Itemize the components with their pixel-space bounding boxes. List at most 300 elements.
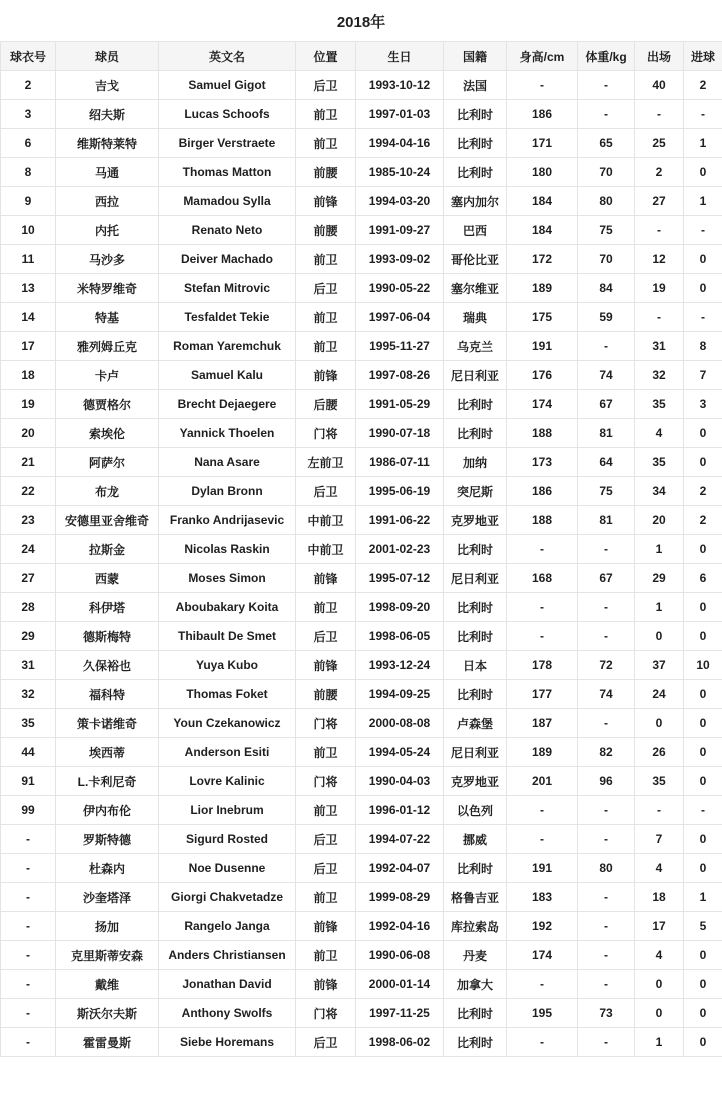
cell-goals: 1 <box>684 129 722 158</box>
cell-player-name-cn: 维斯特莱特 <box>56 129 159 158</box>
cell-birthdate: 1994-03-20 <box>356 187 444 216</box>
table-row <box>1 651 722 680</box>
cell-weight-kg: 84 <box>578 274 635 303</box>
cell-jersey-number: 13 <box>1 274 56 303</box>
cell-position: 左前卫 <box>296 448 356 477</box>
cell-goals: 6 <box>684 564 722 593</box>
cell-goals: 0 <box>684 593 722 622</box>
cell-appearances: 35 <box>635 390 684 419</box>
cell-birthdate: 1991-06-22 <box>356 506 444 535</box>
cell-goals: 1 <box>684 187 722 216</box>
cell-height-cm: 187 <box>507 709 578 738</box>
cell-goals: 10 <box>684 651 722 680</box>
cell-nationality: 哥伦比亚 <box>444 245 507 274</box>
cell-player-name-en: Noe Dusenne <box>159 854 296 883</box>
cell-jersey-number: 6 <box>1 129 56 158</box>
cell-height-cm: 188 <box>507 419 578 448</box>
table-row <box>1 767 722 796</box>
cell-position: 前锋 <box>296 912 356 941</box>
cell-height-cm: - <box>507 796 578 825</box>
cell-weight-kg: 96 <box>578 767 635 796</box>
cell-nationality: 巴西 <box>444 216 507 245</box>
cell-player-name-cn: 吉戈 <box>56 71 159 100</box>
cell-player-name-en: Thomas Matton <box>159 158 296 187</box>
cell-player-name-cn: 阿萨尔 <box>56 448 159 477</box>
cell-appearances: - <box>635 303 684 332</box>
cell-birthdate: 1998-06-02 <box>356 1028 444 1057</box>
cell-position: 后卫 <box>296 71 356 100</box>
column-header-position: 位置 <box>296 42 356 71</box>
cell-nationality: 加拿大 <box>444 970 507 999</box>
cell-birthdate: 1990-04-03 <box>356 767 444 796</box>
cell-player-name-cn: 斯沃尔夫斯 <box>56 999 159 1028</box>
cell-jersey-number: 10 <box>1 216 56 245</box>
cell-position: 门将 <box>296 709 356 738</box>
cell-player-name-en: Anthony Swolfs <box>159 999 296 1028</box>
table-row <box>1 158 722 187</box>
table-row <box>1 796 722 825</box>
cell-jersey-number: - <box>1 912 56 941</box>
cell-appearances: 37 <box>635 651 684 680</box>
cell-weight-kg: 73 <box>578 999 635 1028</box>
cell-player-name-en: Aboubakary Koita <box>159 593 296 622</box>
cell-position: 前锋 <box>296 187 356 216</box>
player-roster-table <box>0 41 722 1057</box>
table-row <box>1 970 722 999</box>
cell-player-name-en: Dylan Bronn <box>159 477 296 506</box>
cell-nationality: 挪威 <box>444 825 507 854</box>
cell-goals: - <box>684 216 722 245</box>
cell-nationality: 库拉索岛 <box>444 912 507 941</box>
cell-position: 后卫 <box>296 274 356 303</box>
table-row <box>1 506 722 535</box>
column-header-nationality: 国籍 <box>444 42 507 71</box>
cell-position: 前锋 <box>296 564 356 593</box>
cell-birthdate: 1998-09-20 <box>356 593 444 622</box>
table-row <box>1 477 722 506</box>
cell-appearances: 40 <box>635 71 684 100</box>
cell-birthdate: 1995-11-27 <box>356 332 444 361</box>
cell-position: 前卫 <box>296 796 356 825</box>
cell-jersey-number: 19 <box>1 390 56 419</box>
cell-height-cm: 171 <box>507 129 578 158</box>
cell-height-cm: 180 <box>507 158 578 187</box>
cell-player-name-cn: 罗斯特德 <box>56 825 159 854</box>
cell-birthdate: 2000-01-14 <box>356 970 444 999</box>
cell-player-name-cn: 埃西蒂 <box>56 738 159 767</box>
cell-weight-kg: - <box>578 535 635 564</box>
cell-player-name-cn: 策卡诺维奇 <box>56 709 159 738</box>
cell-position: 前锋 <box>296 651 356 680</box>
cell-player-name-cn: 西拉 <box>56 187 159 216</box>
cell-birthdate: 1997-11-25 <box>356 999 444 1028</box>
cell-height-cm: 188 <box>507 506 578 535</box>
cell-position: 后卫 <box>296 1028 356 1057</box>
cell-appearances: 32 <box>635 361 684 390</box>
cell-player-name-cn: 绍夫斯 <box>56 100 159 129</box>
cell-position: 前卫 <box>296 332 356 361</box>
cell-birthdate: 2001-02-23 <box>356 535 444 564</box>
cell-appearances: - <box>635 216 684 245</box>
cell-height-cm: 186 <box>507 100 578 129</box>
column-header-height-cm: 身高/cm <box>507 42 578 71</box>
cell-appearances: 7 <box>635 825 684 854</box>
cell-height-cm: 174 <box>507 941 578 970</box>
cell-appearances: 24 <box>635 680 684 709</box>
cell-weight-kg: - <box>578 709 635 738</box>
cell-height-cm: - <box>507 593 578 622</box>
cell-weight-kg: 67 <box>578 564 635 593</box>
cell-weight-kg: 75 <box>578 477 635 506</box>
cell-appearances: 4 <box>635 854 684 883</box>
cell-position: 前腰 <box>296 680 356 709</box>
cell-nationality: 比利时 <box>444 854 507 883</box>
cell-nationality: 加纳 <box>444 448 507 477</box>
cell-nationality: 尼日利亚 <box>444 564 507 593</box>
cell-player-name-en: Renato Neto <box>159 216 296 245</box>
cell-birthdate: 1998-06-05 <box>356 622 444 651</box>
cell-birthdate: 1999-08-29 <box>356 883 444 912</box>
cell-appearances: 31 <box>635 332 684 361</box>
cell-nationality: 比利时 <box>444 390 507 419</box>
cell-weight-kg: - <box>578 825 635 854</box>
cell-goals: 1 <box>684 883 722 912</box>
table-row <box>1 129 722 158</box>
cell-position: 前卫 <box>296 245 356 274</box>
cell-weight-kg: 59 <box>578 303 635 332</box>
cell-birthdate: 1997-01-03 <box>356 100 444 129</box>
column-header-appearances: 出场 <box>635 42 684 71</box>
cell-jersey-number: 28 <box>1 593 56 622</box>
cell-goals: 2 <box>684 506 722 535</box>
cell-height-cm: - <box>507 825 578 854</box>
cell-jersey-number: 9 <box>1 187 56 216</box>
cell-position: 中前卫 <box>296 506 356 535</box>
cell-player-name-en: Franko Andrijasevic <box>159 506 296 535</box>
cell-appearances: 25 <box>635 129 684 158</box>
cell-nationality: 乌克兰 <box>444 332 507 361</box>
cell-appearances: - <box>635 100 684 129</box>
cell-jersey-number: 99 <box>1 796 56 825</box>
cell-player-name-cn: 扬加 <box>56 912 159 941</box>
cell-jersey-number: 91 <box>1 767 56 796</box>
cell-nationality: 突尼斯 <box>444 477 507 506</box>
cell-birthdate: 1994-04-16 <box>356 129 444 158</box>
cell-player-name-cn: 马沙多 <box>56 245 159 274</box>
cell-height-cm: - <box>507 71 578 100</box>
cell-player-name-cn: 戴维 <box>56 970 159 999</box>
cell-weight-kg: 80 <box>578 854 635 883</box>
cell-position: 门将 <box>296 767 356 796</box>
cell-appearances: 1 <box>635 535 684 564</box>
cell-weight-kg: - <box>578 100 635 129</box>
cell-birthdate: 1994-07-22 <box>356 825 444 854</box>
table-row <box>1 187 722 216</box>
cell-nationality: 克罗地亚 <box>444 767 507 796</box>
cell-position: 前腰 <box>296 158 356 187</box>
cell-nationality: 塞内加尔 <box>444 187 507 216</box>
cell-weight-kg: - <box>578 1028 635 1057</box>
cell-appearances: 12 <box>635 245 684 274</box>
cell-player-name-en: Sigurd Rosted <box>159 825 296 854</box>
cell-weight-kg: 80 <box>578 187 635 216</box>
cell-player-name-en: Lucas Schoofs <box>159 100 296 129</box>
cell-nationality: 尼日利亚 <box>444 361 507 390</box>
cell-height-cm: 201 <box>507 767 578 796</box>
cell-player-name-cn: 杜森内 <box>56 854 159 883</box>
cell-nationality: 卢森堡 <box>444 709 507 738</box>
cell-player-name-cn: 科伊塔 <box>56 593 159 622</box>
cell-nationality: 格鲁吉亚 <box>444 883 507 912</box>
cell-nationality: 比利时 <box>444 158 507 187</box>
cell-jersey-number: 35 <box>1 709 56 738</box>
cell-nationality: 法国 <box>444 71 507 100</box>
cell-goals: 0 <box>684 158 722 187</box>
page-title: 2018年 <box>0 14 722 32</box>
cell-jersey-number: 18 <box>1 361 56 390</box>
cell-height-cm: 174 <box>507 390 578 419</box>
cell-player-name-en: Thomas Foket <box>159 680 296 709</box>
cell-position: 后卫 <box>296 825 356 854</box>
cell-goals: 0 <box>684 535 722 564</box>
table-row <box>1 738 722 767</box>
cell-jersey-number: 14 <box>1 303 56 332</box>
cell-height-cm: 189 <box>507 738 578 767</box>
cell-player-name-cn: 德斯梅特 <box>56 622 159 651</box>
cell-player-name-en: Anderson Esiti <box>159 738 296 767</box>
cell-player-name-cn: L.卡利尼奇 <box>56 767 159 796</box>
cell-weight-kg: 82 <box>578 738 635 767</box>
cell-birthdate: 1985-10-24 <box>356 158 444 187</box>
cell-appearances: 29 <box>635 564 684 593</box>
cell-player-name-cn: 马通 <box>56 158 159 187</box>
cell-player-name-en: Moses Simon <box>159 564 296 593</box>
table-row <box>1 303 722 332</box>
cell-weight-kg: 75 <box>578 216 635 245</box>
cell-player-name-cn: 久保裕也 <box>56 651 159 680</box>
cell-weight-kg: - <box>578 941 635 970</box>
cell-player-name-cn: 索埃伦 <box>56 419 159 448</box>
cell-weight-kg: 67 <box>578 390 635 419</box>
table-row <box>1 564 722 593</box>
cell-player-name-en: Mamadou Sylla <box>159 187 296 216</box>
cell-nationality: 日本 <box>444 651 507 680</box>
cell-position: 门将 <box>296 999 356 1028</box>
cell-jersey-number: 31 <box>1 651 56 680</box>
cell-goals: 0 <box>684 941 722 970</box>
cell-birthdate: 1990-07-18 <box>356 419 444 448</box>
cell-appearances: 35 <box>635 448 684 477</box>
cell-appearances: 19 <box>635 274 684 303</box>
column-header-goals: 进球 <box>684 42 722 71</box>
cell-player-name-en: Giorgi Chakvetadze <box>159 883 296 912</box>
cell-jersey-number: - <box>1 999 56 1028</box>
cell-height-cm: 177 <box>507 680 578 709</box>
cell-height-cm: 184 <box>507 216 578 245</box>
table-row <box>1 883 722 912</box>
cell-weight-kg: 74 <box>578 680 635 709</box>
table-row <box>1 825 722 854</box>
cell-jersey-number: - <box>1 854 56 883</box>
cell-goals: - <box>684 303 722 332</box>
cell-player-name-en: Anders Christiansen <box>159 941 296 970</box>
cell-player-name-cn: 卡卢 <box>56 361 159 390</box>
cell-nationality: 丹麦 <box>444 941 507 970</box>
cell-position: 后卫 <box>296 854 356 883</box>
cell-player-name-en: Youn Czekanowicz <box>159 709 296 738</box>
cell-position: 前卫 <box>296 100 356 129</box>
cell-weight-kg: 70 <box>578 245 635 274</box>
cell-nationality: 比利时 <box>444 129 507 158</box>
cell-jersey-number: 27 <box>1 564 56 593</box>
cell-player-name-cn: 福科特 <box>56 680 159 709</box>
table-row <box>1 941 722 970</box>
cell-height-cm: 183 <box>507 883 578 912</box>
cell-appearances: 4 <box>635 419 684 448</box>
cell-jersey-number: 44 <box>1 738 56 767</box>
cell-nationality: 比利时 <box>444 680 507 709</box>
cell-nationality: 比利时 <box>444 593 507 622</box>
cell-nationality: 以色列 <box>444 796 507 825</box>
cell-position: 中前卫 <box>296 535 356 564</box>
cell-player-name-cn: 伊内布伦 <box>56 796 159 825</box>
cell-height-cm: - <box>507 1028 578 1057</box>
cell-jersey-number: 17 <box>1 332 56 361</box>
cell-nationality: 比利时 <box>444 1028 507 1057</box>
table-row <box>1 999 722 1028</box>
cell-appearances: - <box>635 796 684 825</box>
cell-appearances: 1 <box>635 1028 684 1057</box>
cell-goals: 2 <box>684 477 722 506</box>
cell-birthdate: 1990-05-22 <box>356 274 444 303</box>
table-row <box>1 854 722 883</box>
cell-height-cm: 192 <box>507 912 578 941</box>
cell-height-cm: 186 <box>507 477 578 506</box>
cell-goals: 0 <box>684 274 722 303</box>
cell-goals: 0 <box>684 970 722 999</box>
cell-height-cm: - <box>507 622 578 651</box>
table-row <box>1 622 722 651</box>
cell-birthdate: 1986-07-11 <box>356 448 444 477</box>
cell-height-cm: 176 <box>507 361 578 390</box>
cell-jersey-number: 23 <box>1 506 56 535</box>
cell-player-name-cn: 拉斯金 <box>56 535 159 564</box>
table-row <box>1 535 722 564</box>
cell-goals: 0 <box>684 622 722 651</box>
cell-weight-kg: - <box>578 912 635 941</box>
cell-nationality: 比利时 <box>444 622 507 651</box>
cell-weight-kg: 65 <box>578 129 635 158</box>
cell-player-name-en: Jonathan David <box>159 970 296 999</box>
cell-birthdate: 1993-12-24 <box>356 651 444 680</box>
cell-height-cm: 184 <box>507 187 578 216</box>
cell-position: 后卫 <box>296 622 356 651</box>
cell-player-name-en: Lior Inebrum <box>159 796 296 825</box>
cell-height-cm: 173 <box>507 448 578 477</box>
cell-player-name-cn: 米特罗维奇 <box>56 274 159 303</box>
cell-nationality: 塞尔维亚 <box>444 274 507 303</box>
table-row <box>1 593 722 622</box>
cell-player-name-en: Nana Asare <box>159 448 296 477</box>
cell-player-name-en: Tesfaldet Tekie <box>159 303 296 332</box>
cell-jersey-number: 21 <box>1 448 56 477</box>
cell-jersey-number: 8 <box>1 158 56 187</box>
cell-player-name-en: Thibault De Smet <box>159 622 296 651</box>
cell-weight-kg: - <box>578 883 635 912</box>
cell-jersey-number: 3 <box>1 100 56 129</box>
cell-position: 后腰 <box>296 390 356 419</box>
cell-birthdate: 2000-08-08 <box>356 709 444 738</box>
cell-height-cm: 195 <box>507 999 578 1028</box>
cell-birthdate: 1990-06-08 <box>356 941 444 970</box>
table-row <box>1 216 722 245</box>
cell-position: 前锋 <box>296 970 356 999</box>
cell-appearances: 17 <box>635 912 684 941</box>
cell-jersey-number: - <box>1 825 56 854</box>
table-row <box>1 274 722 303</box>
column-header-jersey-number: 球衣号 <box>1 42 56 71</box>
cell-goals: 5 <box>684 912 722 941</box>
table-row <box>1 709 722 738</box>
cell-nationality: 比利时 <box>444 535 507 564</box>
cell-goals: 0 <box>684 738 722 767</box>
cell-appearances: 27 <box>635 187 684 216</box>
cell-goals: 0 <box>684 419 722 448</box>
cell-goals: 3 <box>684 390 722 419</box>
cell-position: 前锋 <box>296 361 356 390</box>
cell-player-name-en: Yannick Thoelen <box>159 419 296 448</box>
cell-goals: 0 <box>684 825 722 854</box>
cell-player-name-en: Brecht Dejaegere <box>159 390 296 419</box>
cell-weight-kg: - <box>578 71 635 100</box>
cell-weight-kg: 72 <box>578 651 635 680</box>
cell-birthdate: 1991-09-27 <box>356 216 444 245</box>
cell-appearances: 35 <box>635 767 684 796</box>
cell-birthdate: 1993-09-02 <box>356 245 444 274</box>
cell-birthdate: 1992-04-16 <box>356 912 444 941</box>
cell-goals: 0 <box>684 854 722 883</box>
cell-player-name-cn: 内托 <box>56 216 159 245</box>
cell-goals: 0 <box>684 1028 722 1057</box>
cell-appearances: 0 <box>635 709 684 738</box>
column-header-birthdate: 生日 <box>356 42 444 71</box>
cell-position: 前卫 <box>296 883 356 912</box>
cell-goals: 0 <box>684 448 722 477</box>
table-row <box>1 245 722 274</box>
cell-jersey-number: 2 <box>1 71 56 100</box>
cell-weight-kg: 70 <box>578 158 635 187</box>
cell-height-cm: 168 <box>507 564 578 593</box>
cell-jersey-number: - <box>1 883 56 912</box>
cell-player-name-en: Samuel Gigot <box>159 71 296 100</box>
cell-player-name-cn: 特基 <box>56 303 159 332</box>
cell-player-name-en: Nicolas Raskin <box>159 535 296 564</box>
cell-position: 前卫 <box>296 129 356 158</box>
table-row <box>1 332 722 361</box>
cell-nationality: 尼日利亚 <box>444 738 507 767</box>
cell-nationality: 比利时 <box>444 419 507 448</box>
cell-player-name-cn: 沙奎塔泽 <box>56 883 159 912</box>
cell-weight-kg: 81 <box>578 419 635 448</box>
cell-appearances: 34 <box>635 477 684 506</box>
cell-player-name-en: Yuya Kubo <box>159 651 296 680</box>
cell-position: 前腰 <box>296 216 356 245</box>
table-row <box>1 912 722 941</box>
cell-player-name-en: Stefan Mitrovic <box>159 274 296 303</box>
cell-birthdate: 1995-07-12 <box>356 564 444 593</box>
cell-weight-kg: - <box>578 796 635 825</box>
cell-weight-kg: - <box>578 332 635 361</box>
